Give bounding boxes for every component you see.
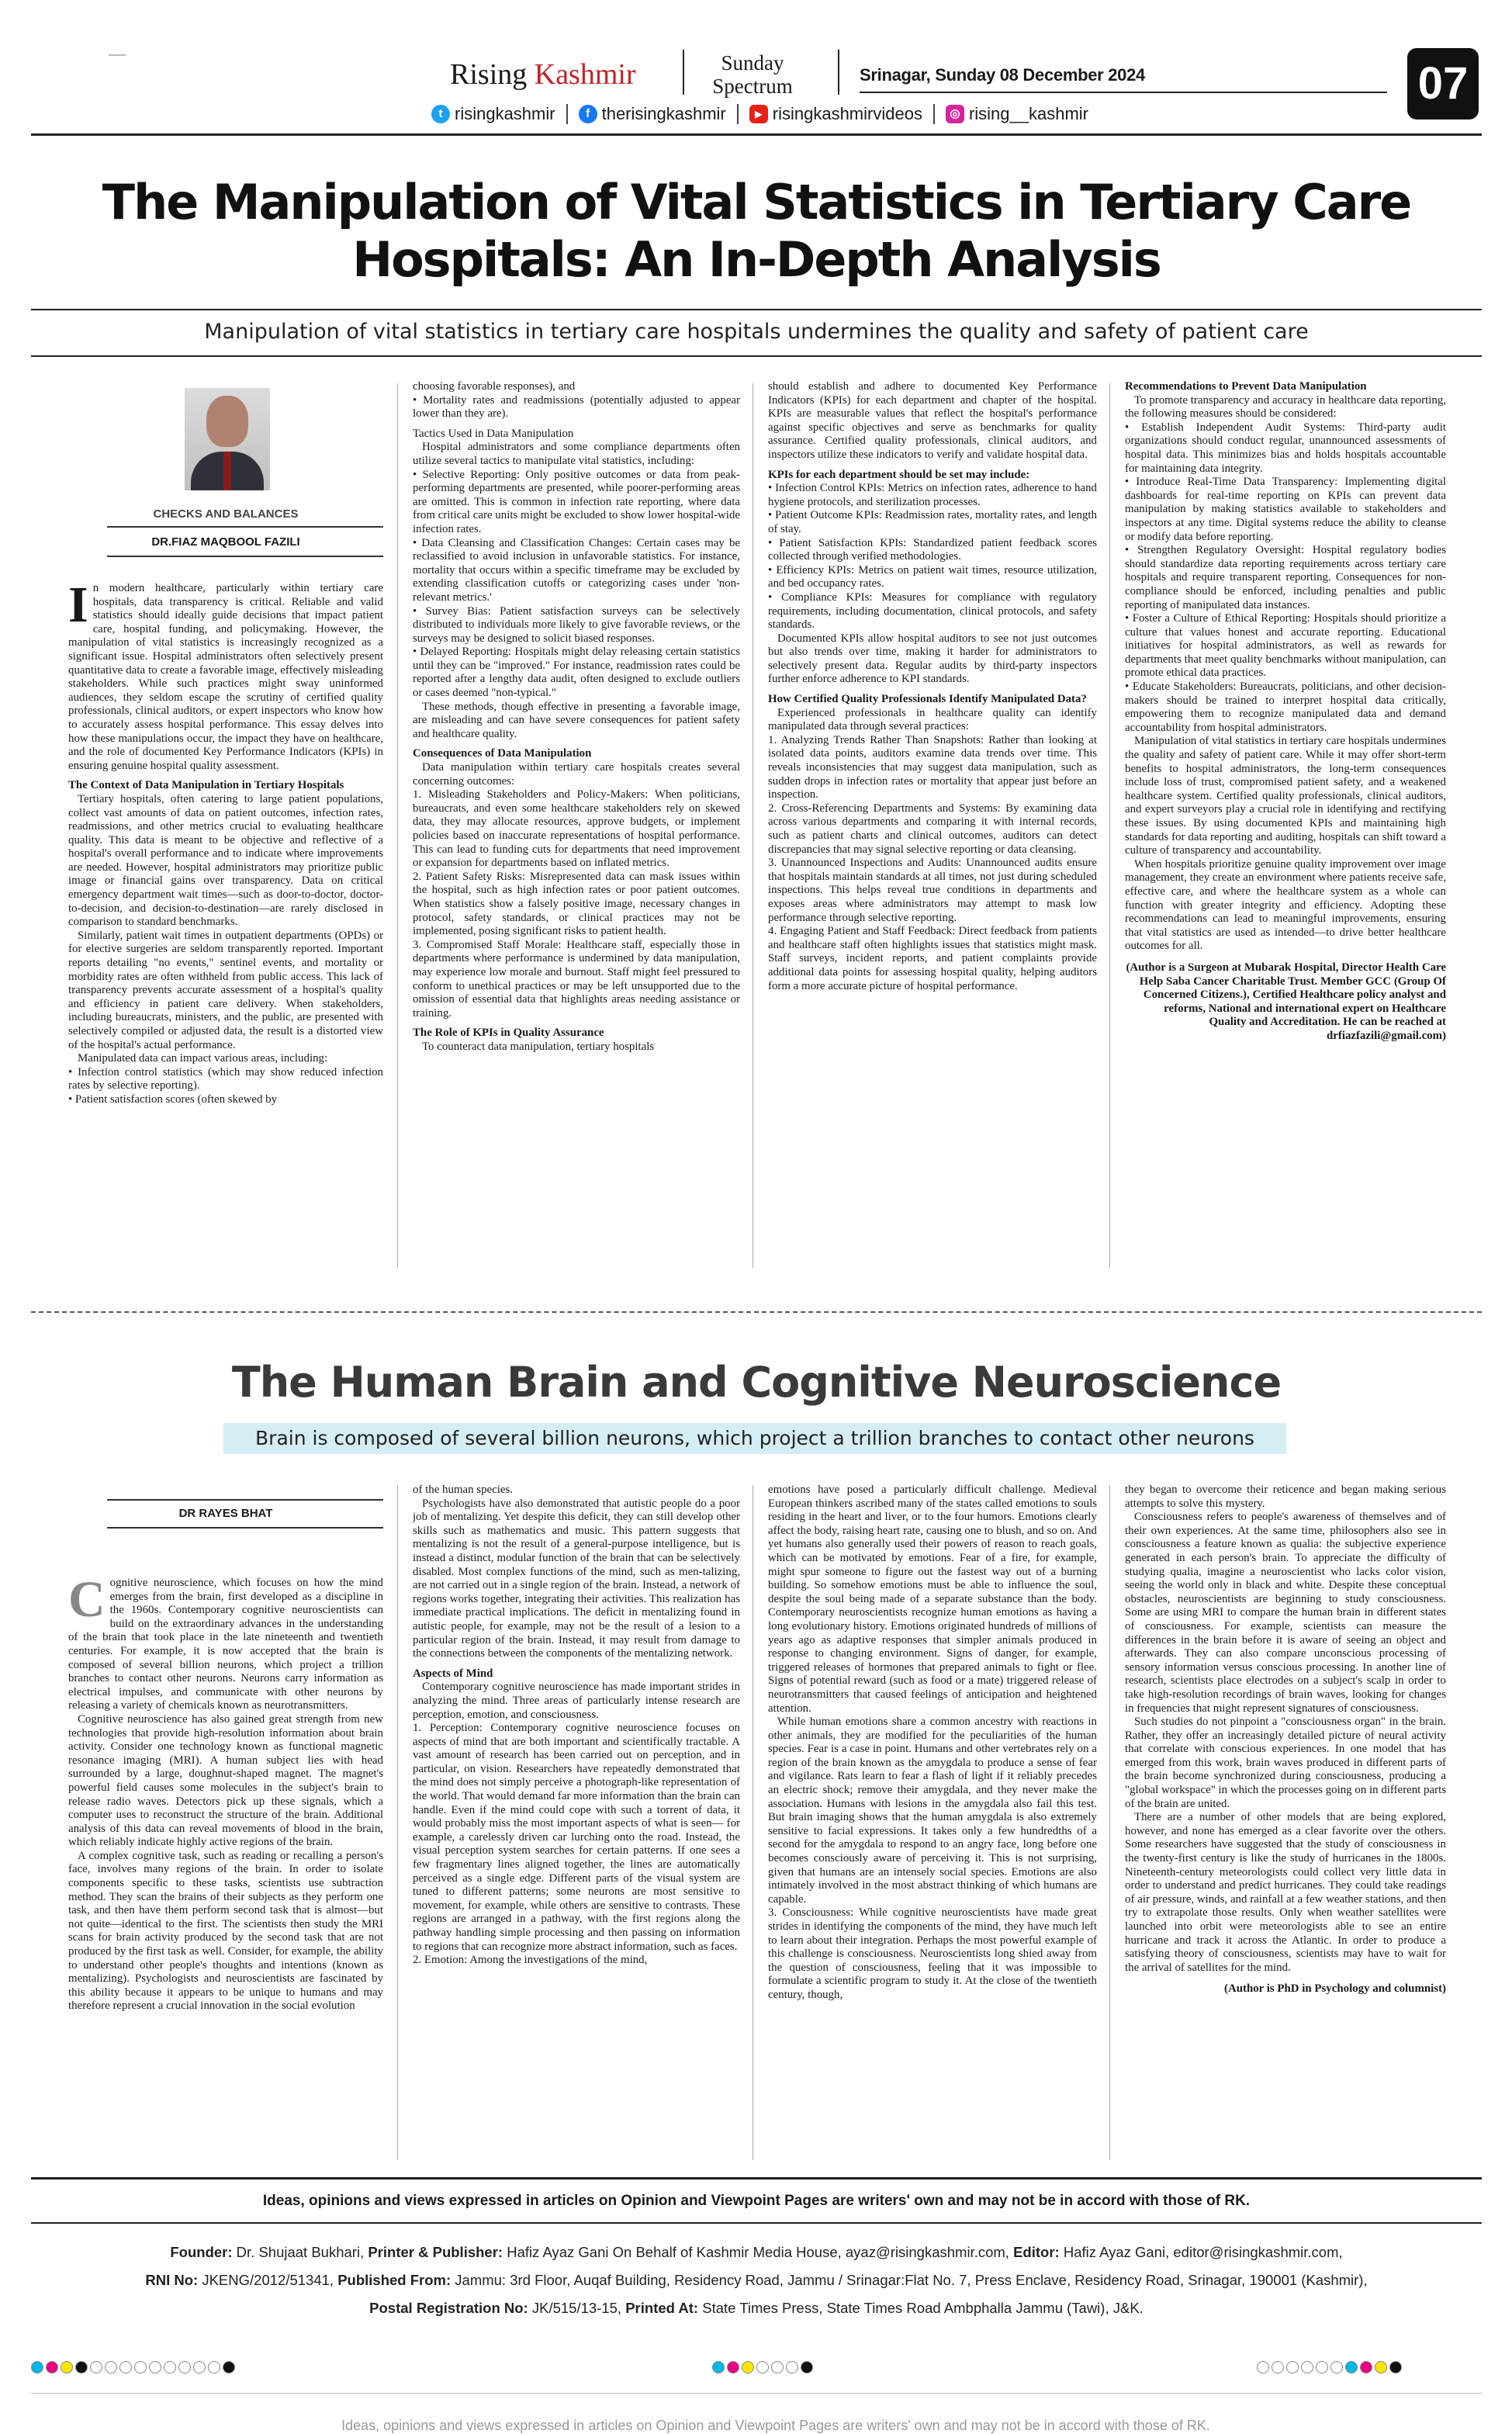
column-rule [397,383,398,1268]
subhead: Recommendations to Prevent Data Manipulation [1125,380,1367,393]
printer-label: Printer & Publisher: [368,2244,503,2260]
reg-mark [208,2361,220,2373]
reg-mark [1257,2361,1269,2373]
printer-value: Hafiz Ayaz Gani On Behalf of Kashmir Media House, ayaz@risingkashmir.com, [507,2244,1009,2260]
paragraph: To promote transparency and accuracy in healthcare data reporting, the following measures should be considered: [1125,393,1446,421]
author-byline: DR.FIAZ MAQBOOL FAZILI [151,535,300,549]
article2-deck: Brain is composed of several billion neurons, which project a trillion branches to contact other neurons [223,1423,1286,1454]
brand-kashmir: Kashmir [534,58,636,91]
reg-mark [1286,2361,1299,2373]
paragraph: Hospital administrators and some compliance departments often utilize several tactics to manipulate vital statistics, including: [413,441,740,467]
postal-value: JK/515/13-15, [531,2300,622,2316]
byline-rule [107,1499,383,1501]
reg-mark [119,2361,132,2373]
list-item: • Delayed Reporting: Hospitals might delay releasing certain statistics until they can be "improved." For instance, readmission rates could be reported after a lengthy data audit, often designed to exclude outliers or cases deemed "non-typical." [413,646,740,700]
paragraph: Consciousness refers to people's awareness of themselves and of their own experiences. At the same time, philosophers also see in consciousness a feature known as qualia: the subjective experience generated in each person's brain. To appreciate the difficulty of studying qualia, imagine a neuroscientist who lacks color vision, seeing the world only in black and white. Despite these conceptual obstacles, neuroscientists are beginning to study consciousness. Some are using MRI to compare the human brain in different states of consciousness. For example, scientists can measure the differences in the brain before it is aware of seeing an object and afterwards. They can also compare unconscious processing of sensory information versus conscious processing. In another line of research, scientists place electrodes on a subject's scalp in order to take high-resolution recordings of brain waves, looking for changes in frequencies that might represent signatures of consciousness. [1125,1511,1446,1715]
byline-rule [107,556,383,557]
reg-mark [1316,2361,1328,2373]
column-rule [1109,1485,1110,2160]
reg-mark [1272,2361,1284,2373]
author-photo-face [206,396,248,447]
reg-mark [46,2361,58,2373]
founder-value: Dr. Shujaat Bukhari, [236,2244,365,2260]
article2-body-col3 [768,1484,1097,2166]
list-item: • Introduce Real-Time Data Transparency: Implementing digital dashboards for real-time reporting on KPIs can prevent data manipulation by making statistics available to stakeholders and inspectors at any time. Digital systems reduce the ability to cleanse or modify data before reporting. [1125,476,1446,543]
article1-title [62,174,1451,289]
paragraph: ognitive neuroscience, which focuses on how the mind emerges from the brain, first developed as a discipline in the 1960s. Contemporary cognitive neuroscientists can build on the extraordinary advances in the understanding of the brain that took place in the late nineteenth and twentieth centuries. For example, it is now accepted that the brain is composed of several billion neurons, which project a trillion branches to contact other neurons. Neurons carry information as electrical impulses, and communicate with other neurons by releasing a variety of chemicals known as neurotransmitters. [68,1577,383,1712]
published-value: Jammu: 3rd Floor, Auqaf Building, Residency Road, Jammu / Srinagar:Flat No. 7, Press Enclave, Residency Road, Srinagar, 190001 (Kashmir), [455,2272,1368,2288]
subhead: Consequences of Data Manipulation [413,747,592,760]
youtube-icon[interactable]: ▶ [749,105,768,123]
masthead [0,0,1512,140]
article2-body-col2 [413,1484,740,2166]
article2-body-col1 [68,1571,383,2013]
list-item: • Infection Control KPIs: Metrics on infection rates, adherence to hand hygiene protocols, and sterilization processes. [768,482,1097,508]
reg-mark [1301,2361,1313,2373]
masthead-divider [683,50,684,95]
registration-bar-left [31,2359,235,2376]
column-kicker: CHECKS AND BALANCES [153,507,299,521]
paragraph: Such studies do not pinpoint a "consciousness organ" in the brain. Rather, they offer an increasingly detailed picture of neural activity that correlate with conscious experiences. In one model that has emerged from this work, brain waves produced in different parts of the brain become synchronized during consciousness, producing a "global workspace" in which the processes going on in different parts of the brain are united. [1125,1716,1446,1810]
subhead: The Role of KPIs in Quality Assurance [413,1027,604,1040]
footer-rule [31,2222,1482,2224]
list-item: • Survey Bias: Patient satisfaction surveys can be selectively distributed to individuals more likely to give favorable reviews, or the surveys may be designed to solicit biased responses. [413,604,740,645]
printed-value: State Times Press, State Times Road Ambphalla Jammu (Tawi), J&K. [702,2300,1144,2316]
article2-col1 [68,1485,383,2168]
reg-mark [223,2361,235,2373]
bleed-text: Ideas, opinions and views expressed in articles on Opinion and Viewpoint Pages are writers' own and may not be in accord with those of RK. [341,2418,1210,2433]
rni-label: RNI No: [145,2272,199,2288]
editor-label: Editor: [1013,2244,1060,2260]
list-item: 2. Patient Safety Risks: Misrepresented data can mask issues within the hospital, such as high infection rates or poor patient outcomes. When statistics show a falsely positive image, necessary changes in protocol, safety standards, or clinical practices may not be implemented, posing significant risks to patient health. [413,870,740,938]
bottom-rule [31,2393,1482,2394]
paragraph: Similarly, patient wait times in outpatient departments (OPDs) or for elective surgeries are seldom transparently reported. Important reports detailing "no events," sentinel events, and mortality or morbidity rates are often withheld from public access. This lack of transparency prevents accurate assessment of a hospital's quality and efficiency in patient care delivery. When stakeholders, including bureaucrats, ministers, and the public, are presented with selectively compiled or adjusted data, the result is a distorted view of the hospital's actual performance. [68,929,383,1051]
corner-mark [109,54,126,56]
rni-value: JKENG/2012/51341, [202,2272,334,2288]
paragraph: Psychologists have also demonstrated that autistic people do a poor job of mentalizing. Yet despite this deficit, they can still develop other skills such as mathematics and music. This pattern suggests that mentalizing is not the result of a general-purpose intelligence, but is instead a distinct, modular function of the brain that can be selectively disabled. Most complex functions of the mind, such as men-talizing, are not carried out in a single region of the brain. Instead, a network of regions works together, integrating their activities. This realization has immediate practical implications. The deficit in mentalizing found in autistic people, for example, may not be the result of a lesion to a particular region of the brain. Instead, it may result from damage to the connections between the components of the mentalizing network. [413,1497,740,1660]
reg-mark [31,2361,43,2373]
page-number: 07 [1407,48,1479,119]
paragraph: Manipulated data can impact various areas, including: [78,1052,328,1065]
list-item: 1. Misleading Stakeholders and Policy-Makers: When politicians, bureaucrats, and even some healthcare stakeholders rely on skewed data, they may allocate resources, approve budgets, or implement policies based on inaccurate representations of hospital performance. This can lead to funding cuts for departments that need improvement or expansion for departments based on inflated metrics. [413,788,740,870]
reg-mark [756,2361,769,2373]
paragraph: 1. Perception: Contemporary cognitive neuroscience focuses on aspects of mind that are both important and scientifically tractable. A vast amount of research has been carried out on perception, and in particular, on vision. Researchers have repeatedly demonstrated that the mind does not simply perceive a photograph-like representation of the world. That would demand far more information than the brain can handle. Even if the mind could cope with such a torrent of data, it would probably miss the most important aspects of what is seen— for example, a carelessly driven car lurching onto the road. Instead, the visual perception system searches for certain patterns. If one sees a few fragmentary lines aligned together, the lines are automatically perceived as a single edge. Different parts of the visual system are tuned to different patterns; some neurons are most sensitive to movement, for example, while others are sensitive to contrasts. These regions are arranged in a pathway, with the first regions along the pathway handling simple processing and then passing on information to regions that can recognize more abstract information, such as faces. [413,1722,740,1953]
editor-value: Hafiz Ayaz Gani, editor@risingkashmir.com, [1063,2244,1343,2260]
paragraph: Data manipulation within tertiary care hospitals creates several concerning outcomes: [413,761,740,788]
author-note: (Author is a Surgeon at Mubarak Hospital, Director Health Care Help Saba Cancer Charitable Trust. Member GCC (Group Of Concerned Citizens.), Certified Healthcare policy analyst and reforms, National and international expert on Healthcare Quality and Accreditation. He can be reached at drfiazfazili@gmail.com) [1126,961,1446,1042]
imprint-line1 [47,2244,1466,2261]
list-item: • Educate Stakeholders: Bureaucrats, politicians, and other decision-makers should be trained to interpret hospital data critically, empowering them to recognize manipulated data and demand accountability from hospital administrators. [1125,680,1446,734]
article1-body-col2 [413,380,740,1268]
instagram-icon[interactable]: ◎ [946,105,964,123]
masthead-rule [31,133,1482,136]
article2-body-col4 [1125,1484,1446,2166]
section-line1: Sunday [721,51,784,74]
paragraph: Manipulation of vital statistics in tertiary care hospitals undermines the quality and safety of patient care. While it may offer short-term benefits to hospital administrators, the long-term consequences include loss of trust, compromised patient safety, and a weakened healthcare system. Certified quality professionals, clinical auditors, and expert surveyors play a crucial role in identifying and rectifying these issues. By using documented KPIs and maintaining high standards for data reporting and auditing, hospitals can shift toward a culture of transparency and accountability. [1125,735,1446,857]
article1-title-line1: The Manipulation of Vital Statistics in Tertiary Care [102,174,1411,230]
dateline: Srinagar, Sunday 08 December 2024 [860,65,1145,85]
dateline-rule [860,92,1387,93]
reg-mark [105,2361,117,2373]
reg-mark [61,2361,73,2373]
list-item: 3. Compromised Staff Morale: Healthcare staff, especially those in departments where performance is undermined by data manipulation, may experience low morale and burnout. Staff might feel pressured to conform to unethical practices or may be left unsupported due to the omission of essential data that highlights areas needing assistance or training. [413,938,740,1020]
subhead: How Certified Quality Professionals Identify Manipulated Data? [768,693,1087,706]
author-photo-tie [223,452,231,490]
list-item: 4. Engaging Patient and Staff Feedback: Direct feedback from patients and healthcare staff often highlights issues that statistics might mask. Staff surveys, incident reports, and patient complaints provide additional data points for assessing hospital quality, helping auditors form a more accurate picture of hospital performance. [768,925,1097,992]
reg-mark [727,2361,739,2373]
social-bar [431,102,1088,126]
registration-bar-right [1257,2359,1402,2376]
paragraph: should establish and adhere to documented Key Performance Indicators (KPIs) for each department and chapter of the hospital. KPIs are measurable values that reflect the hospital's performance against specific objectives and serve as benchmarks for quality assurance. Certified quality professionals, clinical auditors, and inspectors utilize these indicators to verify and validate hospital data. [768,380,1097,461]
paragraph: There are a number of other models that are being explored, however, and none has emerged as a clear favorite over the others. Some researchers have suggested that the study of consciousness in the twenty-first century is like the study of hurricanes in the 1800s. Nineteenth-century meteorologists could collect very little data in order to understand and predict hurricanes. They could take readings of air pressure, winds, and rainfall at a few weather stations, and then try to extrapolate those results. Only when weather satellites were launched into orbit were meteorologists able to see an entire hurricane and track it across the Atlantic. In order to produce a satisfying theory of consciousness, scientists may have to wait for the arrival of satellites for the mind. [1125,1811,1446,1974]
reg-mark [786,2361,798,2373]
list-item: 1. Analyzing Trends Rather Than Snapshots: Rather than looking at isolated data points, auditors examine data trends over time. This reveals inconsistencies that may suggest data manipulation, such as sudden drops in infection rates or mortality that appear just before an inspection. [768,733,1097,802]
list-item: • Patient Satisfaction KPIs: Standardized patient feedback scores collected through verified methodologies. [768,536,1097,563]
list-item: 2. Cross-Referencing Departments and Systems: By examining data across various departments and comparing it with internal records, such as patient charts and clinical outcomes, auditors can detect discrepancies that may signal selective reporting or data cleansing. [768,802,1097,856]
paragraph: A complex cognitive task, such as reading or recalling a person's face, involves many regions of the brain. In order to isolate components specific to these tasks, scientists use subtraction method. They scan the brains of their subjects as they perform one task, and then have them perform second task that is almost—but not quite—identical to the first. The scientists then study the MRI scans for brain activity produced by the second task that are not produced by the first task as well. Consider, for example, the ability to understand other people's thoughts and intentions (known as mentalizing). Psychologists and neuroscientists are fascinated by this ability because it appears to be unique to humans and may therefore represent a crucial innovation in the social evolution [68,1849,383,2013]
paragraph: of the human species. [413,1484,514,1496]
brand-rising: Rising [450,58,528,91]
author-photo [185,388,270,490]
article1-body-col1 [68,576,383,1107]
paragraph: When hospitals prioritize genuine quality improvement over image management, they create an environment where patients receive safe, effective care, and where the healthcare system as a whole can function with greater integrity and efficiency. Adopting these recommendations can lead to meaningful improvements, ensuring that vital statistics are used as intended—to drive better healthcare outcomes for all. [1125,857,1446,953]
reg-mark [178,2361,191,2373]
reg-mark [1360,2361,1372,2373]
list-item: • Patient satisfaction scores (often skewed by [68,1092,278,1106]
list-item: 3. Unannounced Inspections and Audits: Unannounced audits ensure that hospitals maintain standards at all times, not just during scheduled inspections. This helps reveal true conditions in departments and exposes areas where administrators may attempt to mask low performance through selective reporting. [768,857,1097,924]
reg-mark [149,2361,161,2373]
article1-body-col3 [768,380,1097,1268]
printed-label: Printed At: [625,2300,699,2316]
list-item: • Establish Independent Audit Systems: Third-party audit organizations should conduct regular, unannounced assessments of hospital data. This minimizes bias and holds hospitals accountable for maintaining data integrity. [1125,421,1446,475]
paragraph: 3. Consciousness: While cognitive neuroscientists have made great strides in identifying the components of the mind, they have much left to learn about their integration. Perhaps the most powerful example of this challenge is consciousness. Neuroscientists long shied away from the question of consciousness, feeling that it was impossible to formulate a scientific program to study it. At the close of the twentieth century, though, [768,1906,1097,2001]
section-line2: Spectrum [712,74,793,98]
dropcap: C [68,1571,106,1628]
imprint-line2 [47,2272,1466,2289]
social-separator [933,104,935,124]
list-item: • Data Cleansing and Classification Changes: Certain cases may be reclassified to avoid inclusion in unfavorable statistics. For instance, mortality that occurs within a specific timeframe may be excluded by extending classification cutoffs or categorizing cases under 'non-relevant metrics.' [413,536,740,604]
paragraph: While human emotions share a common ancestry with reactions in other animals, they are modified for the peculiarities of the human species. Fear is a case in point. Humans and other vertebrates rely on a region of the brain known as the amygdala to produce a sense of fear and vigilance. Rats learn to fear a flash of light if it reliably precedes an electric shock; remove their amygdala, and they never make the association. Humans with lesions in the amygdala also fail this test. But brain imaging shows that the human amygdala is also extremely sensitive to facial expressions. It takes only a few hundredths of a second for the amygdala to respond to an angry face, long before one becomes consciously aware of perceiving it. This is not surprising, given that humans are an intensely social species. Emotions are also intimately involved in the most abstract thinking of which humans are capable. [768,1716,1097,1906]
reg-mark [164,2361,176,2373]
paragraph: 2. Emotion: Among the investigations of the mind, [413,1954,648,1967]
published-label: Published From: [337,2272,452,2288]
twitter-handle[interactable]: risingkashmir [455,104,555,123]
facebook-icon[interactable]: f [579,105,597,123]
reg-mark [1389,2361,1402,2373]
reg-mark [193,2361,206,2373]
paragraph: Experienced professionals in healthcare quality can identify manipulated data through several practices: [768,706,1097,733]
paragraph: Tertiary hospitals, often catering to large patient populations, collect vast amounts of data on patient outcomes, infection rates, readmissions, and other metrics crucial to evaluating healthcare quality. This data is meant to be objective and reflective of a hospital's overall performance and to indicate where improvements are needed. However, hospital administrators may prioritize public image or financial gains over transparency. Data on critical emergency department wait times—such as door-to-doctor, doctor-to-decision, and decision-to-destination—are rarely disclosed in comparison to standard benchmarks. [68,792,383,929]
list-item: • Patient Outcome KPIs: Readmission rates, mortality rates, and length of stay. [768,509,1097,535]
reg-mark [712,2361,725,2373]
social-separator [737,104,739,124]
imprint-line3 [47,2300,1466,2317]
article1-deck: Manipulation of vital statistics in tertiary care hospitals undermines the quality and safety of patient care [204,320,1309,344]
youtube-handle[interactable]: risingkashmirvideos [772,104,922,123]
list-item: • Mortality rates and readmissions (potentially adjusted to appear lower than they are). [413,393,740,421]
subhead: Tactics Used in Data Manipulation [413,427,574,440]
list-item: • Compliance KPIs: Measures for compliance with regulatory requirements, including documentation, clinical protocols, and safety standards. [768,590,1097,632]
paragraph: These methods, though effective in presenting a favorable image, are misleading and can have severe consequences for patient safety and healthcare quality. [413,700,740,740]
facebook-handle[interactable]: therisingkashmir [601,104,726,123]
list-item: • Strengthen Regulatory Oversight: Hospital regulatory bodies should standardize data reporting requirements across tertiary care hospitals and require transparent reporting. Consequences for non-compliance should be enforced, including penalties and public reporting of manipulated data instances. [1125,544,1446,611]
reg-mark [742,2361,754,2373]
column-rule [1109,383,1110,1268]
paragraph: choosing favorable responses), and [413,380,576,393]
paragraph: emotions have posed a particularly difficult challenge. Medieval European thinkers ascribed many of the states called emotions to souls residing in the heart and liver, or to the four humors. Emotions clearly affect the body, raising heart rate, causing one to blush, and so on. And yet humans also generally used their powers of reason to reach goals, which can be motivated by emotions. Fear of a fire, for example, might spur someone to figure out the fastest way out of a burning building. So somehow emotions must be able to influence the soul, despite the soul being made of a separate substance than the body. Contemporary neuroscientists recognize human emotions as having a long evolutionary history. Emotions originated hundreds of millions of years ago as adaptive responses that simpler animals produced in response to changing environment. Signs of danger, for example, triggered releases of hormones that prepared animals to fight or flee. Signs of potential reward (such as food or a mate) triggered release of neurotransmitters that caused feelings of anticipation and heightened attention. [768,1484,1097,1715]
paragraph: n modern healthcare, particularly within tertiary care hospitals, data transparency is critical. Reliable and valid statistics should ideally guide decisions that impact patient care, hospital funding, and policymaking. However, the manipulation of vital statistics is increasingly recognized as a significant issue. Hospital administrators often selectively present quantitative data to create a favorable image, effectively misleading stakeholders. While such practices might sway uninformed audiences, they seldom escape the scrutiny of certified quality professionals, clinical auditors, or expert inspectors who know how to accurately assess hospital performance. This essay delves into how these manipulations occur, the impact they have on healthcare, and the role of documented Key Performance Indicators (KPIs) in ensuring genuine hospital quality assessment. [68,582,383,772]
reg-mark [771,2361,784,2373]
postal-label: Postal Registration No: [369,2300,528,2316]
deck-rule [31,355,1482,357]
reg-mark [801,2361,813,2373]
article2-title: The Human Brain and Cognitive Neuroscience [231,1358,1282,1407]
subhead: The Context of Data Manipulation in Tertiary Hospitals [68,779,344,792]
byline-rule [107,526,383,528]
byline-rule [107,1527,383,1529]
article1-col1 [68,383,383,1330]
dropcap: I [68,576,88,633]
subhead: KPIs for each department should be set may include: [768,468,1030,481]
instagram-handle[interactable]: rising__kashmir [968,104,1089,123]
reg-mark [134,2361,147,2373]
reg-mark [1345,2361,1358,2373]
registration-bar-center [712,2359,813,2376]
list-item: • Infection control statistics (which may show reduced infection rates by selective reporting). [68,1065,383,1092]
twitter-icon[interactable]: t [431,105,450,123]
author-byline: DR RAYES BHAT [178,1507,273,1520]
section-name [698,51,807,98]
founder-label: Founder: [170,2244,233,2260]
brand-logo[interactable] [450,57,636,92]
deck-rule [31,309,1482,310]
masthead-divider [838,50,839,95]
reg-mark [1330,2361,1343,2373]
section-divider [31,1311,1482,1313]
author-note: (Author is PhD in Psychology and columnist) [1224,1982,1446,1996]
paragraph: Contemporary cognitive neuroscience has made important strides in analyzing the mind. Three areas of particularly intense research are perception, emotion, and consciousness. [413,1681,740,1721]
column-rule [397,1485,398,2160]
article1-body-col4 [1125,380,1446,1280]
article1-title-line2: Hospitals: An In-Depth Analysis [352,231,1161,288]
list-item: • Selective Reporting: Only positive outcomes or data from peak-performing departments are presented, while poorer-performing areas are omitted. This is common in infection rate reporting, where data from critical care units might be excluded to show lower hospital-wide infection rates. [413,468,740,535]
list-item: • Foster a Culture of Ethical Reporting: Hospitals should prioritize a culture that values honest and accurate reporting. Educational initiatives for hospital administrators, as well as rewards for departments that meet quality benchmarks without manipulation, can promote ethical data practices. [1125,612,1446,680]
reg-mark [90,2361,102,2373]
social-separator [566,104,568,124]
opinion-disclaimer: Ideas, opinions and views expressed in articles on Opinion and Viewpoint Pages are writers' own and may not be in accord with those of RK. [262,2193,1251,2209]
subhead: Aspects of Mind [413,1667,493,1680]
list-item: • Efficiency KPIs: Metrics on patient wait times, resource utilization, and bed occupancy rates. [768,563,1097,590]
paragraph: they began to overcome their reticence and began making serious attempts to solve this mystery. [1125,1484,1446,1510]
footer-rule [31,2177,1482,2180]
reg-mark [75,2361,88,2373]
paragraph: Cognitive neuroscience has also gained great strength from new technologies that provide high-resolution information about brain activity. Consider one technology known as functional magnetic resonance imaging (MRI). A human subject lies with head surrounded by a large, doughnut-shaped magnet. The magnet's powerful field causes some molecules in the subject's brain to release radio waves. Detectors pick up these signals, which a computer uses to reconstruct the structure of the brain. Additional analysis of this data can reveal movements of blood in the brain, which reliably indicate highly active regions of the brain. [68,1712,383,1849]
reg-mark [1375,2361,1387,2373]
paragraph: To counteract data manipulation, tertiary hospitals [422,1040,655,1053]
paragraph: Documented KPIs allow hospital auditors to see not just outcomes but also trends over time, making it harder for administrators to selectively present data. Regular audits by third-party inspectors further enforce adherence to KPI standards. [768,632,1097,686]
